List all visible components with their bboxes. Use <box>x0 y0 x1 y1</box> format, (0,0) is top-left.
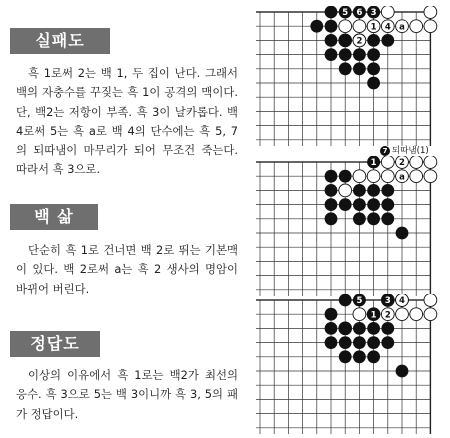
move-number-label: 5 <box>342 8 349 19</box>
black-stone <box>339 322 352 335</box>
black-stone <box>310 20 323 33</box>
black-stone <box>396 365 409 378</box>
black-stone <box>381 184 394 197</box>
paragraph-failure: 흑 1로써 2는 백 1, 두 집이 난다. 그래서 백의 자충수를 꾸짖는 흑 1이 공격의 맥이다. 단, 백2는 저항이 부족. 흑 3이 날카롭다. 백 4로써 5는 흑 a로 백 4의 단수에는 흑 5, 7의 되따냄이 마무리가 되어 무조건 죽는다. 따라서 흑 3으로. <box>16 66 238 177</box>
white-stone <box>424 6 437 18</box>
caption-text: 되따냄(1) <box>392 146 429 156</box>
black-stone <box>367 34 380 47</box>
black-stone <box>325 170 338 183</box>
black-stone <box>367 322 380 335</box>
black-stone <box>353 184 366 197</box>
black-stone <box>325 212 338 225</box>
black-stone <box>339 294 352 306</box>
black-stone <box>353 350 366 363</box>
section-text-white-lives <box>16 241 238 299</box>
section-title-failure: 실패도 <box>10 28 110 54</box>
go-board-correct <box>256 294 444 434</box>
black-stone <box>325 20 338 33</box>
section-title-correct: 정답도 <box>10 331 100 357</box>
board-diagram-1 <box>256 6 444 146</box>
black-stone <box>367 336 380 349</box>
white-stone <box>410 170 423 183</box>
white-stone <box>381 156 394 168</box>
black-stone <box>367 198 380 211</box>
black-stone <box>325 34 338 47</box>
black-stone <box>367 212 380 225</box>
move-number-label: 1 <box>370 158 377 169</box>
section-title-white-lives: 백 삶 <box>10 204 98 230</box>
section-text-failure <box>16 64 238 180</box>
white-stone <box>410 156 423 168</box>
white-stone <box>424 294 437 306</box>
board-diagram-2 <box>256 156 444 296</box>
black-stone <box>367 48 380 61</box>
white-stone <box>381 170 394 183</box>
move-number-label: 2 <box>399 158 405 169</box>
black-stone <box>325 336 338 349</box>
move-number-label: 2 <box>356 36 363 47</box>
move-number-label: 4 <box>384 22 391 33</box>
black-stone <box>325 48 338 61</box>
white-stone <box>396 308 409 321</box>
white-stone <box>424 308 437 321</box>
move-number-label: 3 <box>370 8 377 19</box>
black-stone <box>367 350 380 363</box>
move-number-label: a <box>399 22 405 33</box>
black-stone <box>325 198 338 211</box>
black-stone <box>325 308 338 321</box>
black-stone <box>325 184 338 197</box>
paragraph-white-lives: 단순히 흑 1로 건너면 백 2로 뛰는 기본맥이 있다. 백 2로써 a는 흑 2 생사의 명암이 바뀌어 버린다. <box>16 243 238 296</box>
move-number-label: 5 <box>356 296 363 307</box>
black-stone <box>339 48 352 61</box>
move-number-label: 2 <box>384 310 391 321</box>
move-number-label: 6 <box>356 8 363 19</box>
go-board-failure <box>256 6 444 146</box>
black-stone <box>353 336 366 349</box>
black-stone <box>381 212 394 225</box>
white-stone <box>381 6 394 18</box>
black-stone <box>381 336 394 349</box>
black-stone <box>367 184 380 197</box>
black-stone <box>381 322 394 335</box>
white-stone <box>410 20 423 33</box>
move-number-label: 3 <box>384 296 391 307</box>
black-stone <box>353 212 366 225</box>
black-stone <box>339 34 352 47</box>
black-stone <box>353 198 366 211</box>
black-stone <box>353 48 366 61</box>
black-stone <box>396 227 409 240</box>
white-stone <box>339 20 352 33</box>
move-number-label: a <box>399 172 405 183</box>
white-stone <box>353 170 366 183</box>
white-stone <box>353 308 366 321</box>
white-stone <box>339 184 352 197</box>
black-stone <box>353 62 366 75</box>
white-stone <box>424 20 437 33</box>
black-stone <box>339 198 352 211</box>
white-stone <box>367 170 380 183</box>
white-stone <box>424 156 437 168</box>
black-stone <box>339 350 352 363</box>
black-stone <box>367 77 380 90</box>
move-number-label: 1 <box>370 22 377 33</box>
white-stone <box>410 308 423 321</box>
caption-number: 7 <box>380 146 390 156</box>
black-stone <box>339 336 352 349</box>
section-text-correct <box>16 366 238 424</box>
black-stone <box>353 322 366 335</box>
white-stone <box>353 20 366 33</box>
black-stone <box>381 198 394 211</box>
black-stone <box>325 6 338 18</box>
white-stone <box>424 170 437 183</box>
black-stone <box>339 170 352 183</box>
black-stone <box>325 322 338 335</box>
board-caption <box>380 144 429 156</box>
black-stone <box>339 62 352 75</box>
black-stone <box>367 62 380 75</box>
move-number-label: 1 <box>370 310 377 321</box>
black-stone <box>381 34 394 47</box>
board-diagram-3 <box>256 294 444 434</box>
go-board-white-lives <box>256 156 444 296</box>
paragraph-correct: 이상의 이유에서 흑 1로는 백2가 최선의 응수. 흑 3으로 5는 백 3이니까 흑 3, 5의 패가 정답이다. <box>16 368 238 421</box>
move-number-label: 4 <box>399 296 405 307</box>
